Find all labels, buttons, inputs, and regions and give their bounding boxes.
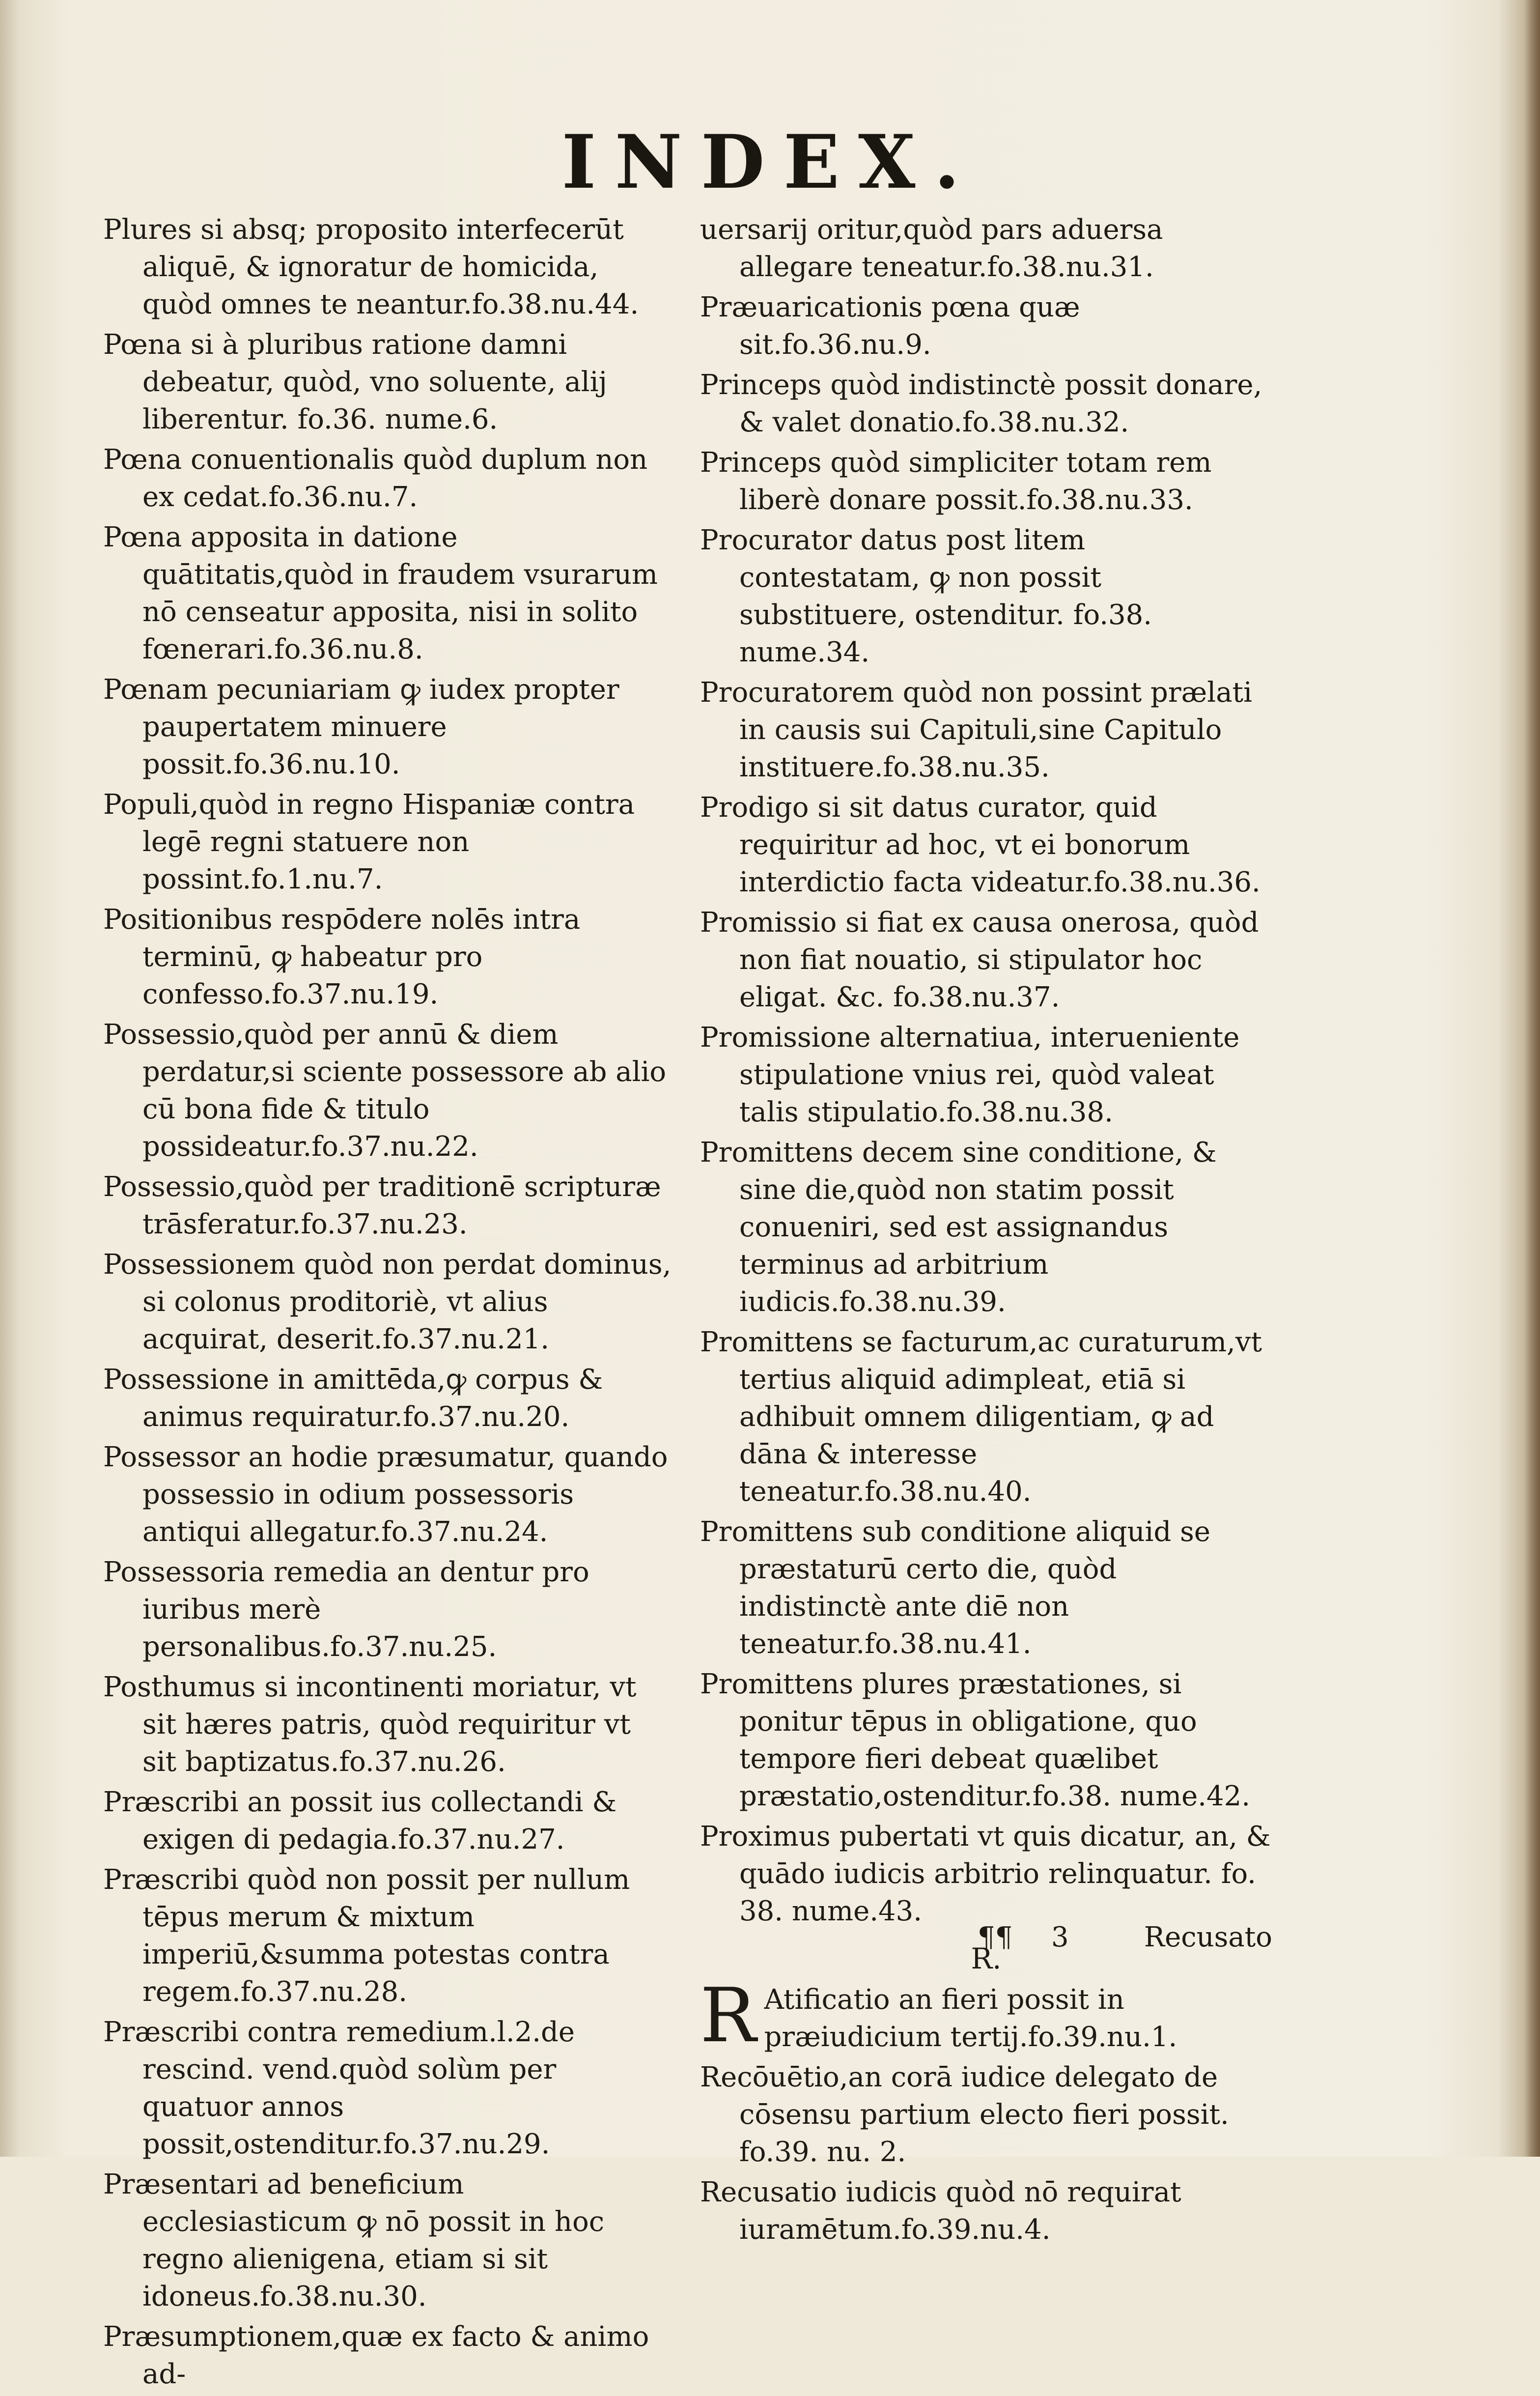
index-entry: Præscribi an possit ius collectandi & exigen di pedagia.fo.37.nu.27.	[103, 1786, 617, 1855]
index-entry: Procurator datus post litem contestatam, ꝙ non possit substituere, ostenditur. fo.38. nume.34.	[700, 524, 1152, 668]
page-number: 3	[1051, 1921, 1069, 1953]
index-entry: Promittens plures præstationes, si ponitur tēpus in obligatione, quo tempore fieri debeat quælibet præstatio,ostenditur.fo.38. nume.42.	[700, 1668, 1251, 1812]
page-footer	[978, 1919, 1272, 1956]
index-entry: Præscribi contra remedium.l.2.de rescind. vend.quòd solùm per quatuor annos possit,ostenditur.fo.37.nu.29.	[103, 2016, 575, 2160]
index-entry: Pœnam pecuniariam ꝙ iudex propter paupertatem minuere possit.fo.36.nu.10.	[103, 674, 619, 780]
index-entry: Pœna apposita in datione quātitatis,quòd in fraudem vsurarum nō censeatur apposita, nisi in solito fœnerari.fo.36.nu.8.	[103, 521, 658, 665]
index-entry: Recusatio iudicis quòd nō requirat iuramētum.fo.39.nu.4.	[700, 2176, 1181, 2246]
index-entry: Possessoria remedia an dentur pro iuribus merè personalibus.fo.37.nu.25.	[103, 1556, 589, 1663]
index-entry: Promissione alternatiua, interueniente stipulatione vnius rei, quòd valeat talis stipulatio.fo.38.nu.38.	[700, 1022, 1240, 1128]
drop-capital: R	[700, 1972, 756, 2059]
index-entry: Posthumus si incontinenti moriatur, vt sit hæres patris, quòd requiritur vt sit baptizatus.fo.37.nu.26.	[103, 1671, 637, 1778]
index-entry: Princeps quòd simpliciter totam rem liberè donare possit.fo.38.nu.33.	[700, 447, 1212, 516]
index-entry: Præsumptionem,quæ ex facto & animo ad-	[103, 2321, 649, 2390]
signature-mark: ¶¶	[978, 1921, 1013, 1953]
page-title: INDEX.	[561, 119, 979, 205]
index-entry: Promittens sub conditione aliquid se præstaturū certo die, quòd indistinctè ante diē non teneatur.fo.38.nu.41.	[700, 1516, 1210, 1660]
index-entry: Positionibus respōdere nolēs intra terminū, ꝙ habeatur pro confesso.fo.37.nu.19.	[103, 904, 581, 1010]
index-entry: Promittens se facturum,ac curaturum,vt tertius aliquid adimpleat, etiā si adhibuit omnem diligentiam, ꝙ ad dāna & interesse teneatur.fo.38.nu.40.	[700, 1326, 1262, 1508]
index-entry: Promittens decem sine conditione, & sine die,quòd non statim possit conueniri, sed est assignandus terminus ad arbitrium iudicis.fo.38.nu.39.	[700, 1137, 1217, 1318]
index-entry: Proximus pubertati vt quis dicatur, an, & quādo iudicis arbitrio relinquatur. fo. 38. nume.43.	[700, 1821, 1271, 1927]
index-entry: Possessio,quòd per annū & diem perdatur,si sciente possessore ab alio cū bona fide & titulo possideatur.fo.37.nu.22.	[103, 1019, 667, 1163]
index-entry: Possessionem quòd non perdat dominus, si colonus proditoriè, vt alius acquirat, deserit.fo.37.nu.21.	[103, 1249, 672, 1355]
catchword: Recusato	[1144, 1921, 1272, 1953]
index-entry: Præsentari ad beneficium ecclesiasticum ꝙ nō possit in hoc regno alienigena, etiam si sit idoneus.fo.38.nu.30.	[103, 2168, 605, 2312]
index-entry: Possessio,quòd per traditionē scripturæ trāsferatur.fo.37.nu.23.	[103, 1171, 661, 1240]
index-entry: Promissio si fiat ex causa onerosa, quòd non fiat nouatio, si stipulator hoc eligat. &c. fo.38.nu.37.	[700, 907, 1259, 1013]
index-entry: Præscribi quòd non possit per nullum tēpus merum & mixtum imperiū,&summa potestas contra regem.fo.37.nu.28.	[103, 1864, 630, 2008]
index-entry: Præuaricationis pœna quæ sit.fo.36.nu.9.	[700, 291, 1080, 361]
index-entry	[700, 1972, 1272, 2059]
index-entry: Procuratorem quòd non possint prælati in causis sui Capituli,sine Capitulo instituere.fo.38.nu.35.	[700, 677, 1252, 783]
left-column	[103, 211, 673, 2396]
index-entry: uersarij oritur,quòd pars aduersa allegare teneatur.fo.38.nu.31.	[700, 214, 1163, 283]
page-edge-shadow	[1525, 0, 1540, 2157]
index-entry: Pœna conuentionalis quòd duplum non ex cedat.fo.36.nu.7.	[103, 444, 648, 513]
index-entry: Possessor an hodie præsumatur, quando possessio in odium possessoris antiqui allegatur.fo.37.nu.24.	[103, 1441, 668, 1548]
index-entry: Recōuētio,an corā iudice delegato de cōsensu partium electo fieri possit. fo.39. nu. 2.	[700, 2061, 1229, 2168]
index-entry: Populi,quòd in regno Hispaniæ contra legē regni statuere non possint.fo.1.nu.7.	[103, 789, 635, 895]
index-entry: Prodigo si sit datus curator, quid requiritur ad hoc, vt ei bonorum interdictio facta videatur.fo.38.nu.36.	[700, 792, 1260, 898]
index-entry: Princeps quòd indistinctè possit donare, & valet donatio.fo.38.nu.32.	[700, 369, 1262, 438]
section-heading-r: R.	[971, 1942, 1002, 1975]
index-entry-text: Atificatio an fieri possit in præiudicium tertij.fo.39.nu.1.	[764, 1984, 1177, 2053]
index-entry: Pœna si à pluribus ratione damni debeatur, quòd, vno soluente, alij liberentur. fo.36. nume.6.	[103, 329, 607, 435]
index-entry: Possessione in amittēda,ꝙ corpus & animus requiratur.fo.37.nu.20.	[103, 1364, 603, 1433]
index-entry: Plures si absq; proposito interfecerūt aliquē, & ignoratur de homicida, quòd omnes te neantur.fo.38.nu.44.	[103, 214, 639, 320]
